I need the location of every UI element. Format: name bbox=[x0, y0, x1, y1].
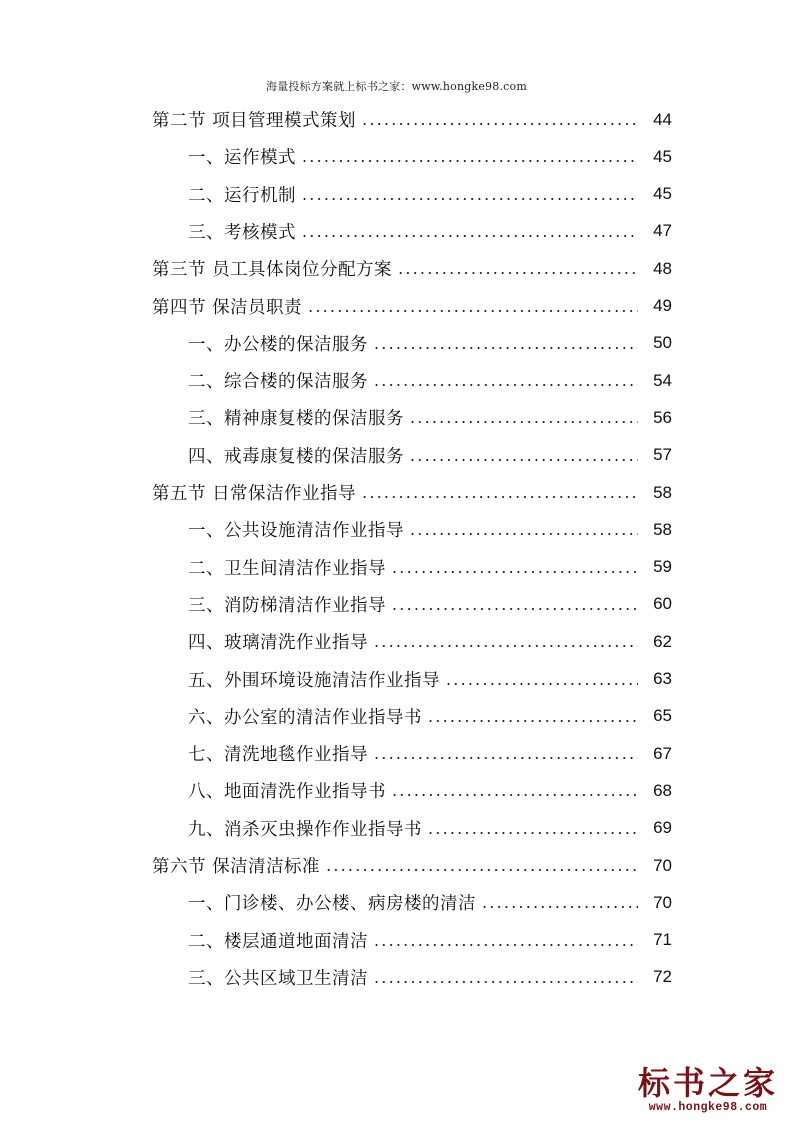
toc-subsection-entry[interactable] bbox=[188, 959, 672, 996]
toc-subsection-entry[interactable] bbox=[188, 810, 672, 847]
toc-entry-title: 三、消防梯清洁作业指导 bbox=[188, 595, 386, 616]
toc-page-number: 62 bbox=[653, 631, 672, 651]
toc-entry-title: 六、办公室的清洁作业指导书 bbox=[188, 707, 422, 728]
toc-subsection-entry[interactable] bbox=[188, 549, 672, 586]
brand-logo bbox=[633, 1065, 783, 1114]
toc-dot-leader bbox=[374, 968, 638, 987]
toc-entry-title: 一、门诊楼、办公楼、病房楼的清洁 bbox=[188, 894, 476, 915]
toc-entry-title: 二、楼层通道地面清洁 bbox=[188, 931, 368, 952]
toc-page-number: 67 bbox=[653, 743, 672, 763]
toc-page-number: 68 bbox=[653, 780, 672, 800]
toc-entry-title: 一、公共设施清洁作业指导 bbox=[188, 521, 404, 542]
toc-entry-title: 四、戒毒康复楼的保洁服务 bbox=[188, 446, 404, 467]
toc-subsection-entry[interactable] bbox=[188, 586, 672, 623]
toc-dot-leader bbox=[302, 147, 638, 166]
toc-page-number: 63 bbox=[653, 669, 672, 688]
toc-dot-leader bbox=[374, 744, 638, 763]
toc-subsection-entry[interactable] bbox=[188, 399, 672, 436]
toc-page-number: 70 bbox=[653, 892, 672, 912]
toc-subsection-entry[interactable] bbox=[188, 772, 672, 809]
toc-entry-title: 四、玻璃清洗作业指导 bbox=[188, 633, 368, 654]
logo-text: 标书之家 bbox=[637, 1064, 778, 1102]
toc-page-number: 60 bbox=[653, 594, 672, 614]
toc-dot-leader bbox=[302, 185, 638, 204]
toc-entry-title: 第六节 保洁清洁标准 bbox=[152, 857, 321, 877]
toc-entry-title: 第四节 保洁员职责 bbox=[152, 297, 303, 318]
toc-entry-title: 八、地面清洗作业指导书 bbox=[188, 782, 386, 803]
toc-dot-leader bbox=[374, 931, 638, 950]
toc-dot-leader bbox=[482, 893, 638, 912]
toc-page-number: 59 bbox=[653, 557, 672, 577]
toc-page-number: 49 bbox=[653, 296, 672, 315]
toc-entry-title: 一、运作模式 bbox=[188, 148, 296, 169]
toc-dot-leader bbox=[308, 297, 638, 316]
toc-subsection-entry[interactable] bbox=[188, 623, 672, 660]
toc-section-entry[interactable] bbox=[152, 101, 672, 138]
toc-subsection-entry[interactable] bbox=[188, 138, 672, 175]
toc-entry-title: 第五节 日常保洁作业指导 bbox=[152, 484, 357, 504]
toc-page-number: 45 bbox=[653, 146, 672, 166]
toc-page-number: 65 bbox=[653, 706, 672, 726]
toc-page-number: 56 bbox=[653, 407, 672, 427]
toc-dot-leader bbox=[446, 670, 638, 689]
toc-subsection-entry[interactable] bbox=[188, 884, 672, 921]
toc-section-entry[interactable] bbox=[152, 847, 672, 884]
toc-dot-leader bbox=[326, 856, 638, 875]
toc-dot-leader bbox=[392, 595, 638, 614]
toc-dot-leader bbox=[428, 707, 638, 726]
toc-page-number: 69 bbox=[653, 818, 672, 838]
toc-page-number: 45 bbox=[653, 184, 672, 204]
toc-subsection-entry[interactable] bbox=[188, 735, 672, 772]
toc-subsection-entry[interactable] bbox=[188, 437, 672, 474]
toc-section-entry[interactable] bbox=[152, 250, 672, 287]
toc-dot-leader bbox=[362, 110, 638, 129]
toc-page-number: 70 bbox=[653, 855, 672, 875]
toc-page-number: 48 bbox=[653, 258, 672, 278]
toc-dot-leader bbox=[410, 446, 638, 465]
toc-section-entry[interactable] bbox=[152, 474, 672, 511]
toc-section-entry[interactable] bbox=[152, 288, 672, 325]
toc-dot-leader bbox=[428, 819, 638, 838]
logo-url: www.hongke98.com bbox=[648, 1101, 768, 1114]
toc-page-number: 50 bbox=[653, 333, 672, 353]
toc-dot-leader bbox=[302, 222, 638, 241]
toc-dot-leader bbox=[374, 632, 638, 651]
toc-entry-title: 三、考核模式 bbox=[188, 222, 296, 243]
toc-page-number: 58 bbox=[653, 519, 672, 539]
toc-dot-leader bbox=[374, 334, 638, 353]
toc-entry-title: 三、公共区域卫生清洁 bbox=[188, 968, 368, 989]
toc-dot-leader bbox=[374, 371, 638, 390]
toc-dot-leader bbox=[398, 259, 638, 278]
toc-dot-leader bbox=[410, 520, 638, 539]
toc-dot-leader bbox=[362, 483, 638, 502]
toc-entry-title: 第三节 员工具体岗位分配方案 bbox=[152, 260, 393, 281]
toc-subsection-entry[interactable] bbox=[188, 922, 672, 959]
toc-entry-title: 二、卫生间清洁作业指导 bbox=[188, 558, 386, 579]
toc-entry-title: 二、运行机制 bbox=[188, 185, 296, 206]
toc-subsection-entry[interactable] bbox=[188, 661, 672, 698]
toc-entry-title: 二、综合楼的保洁服务 bbox=[188, 372, 368, 393]
toc-subsection-entry[interactable] bbox=[188, 213, 672, 250]
toc-entry-title: 第二节 项目管理模式策划 bbox=[152, 111, 357, 131]
page-header: 海量投标方案就上标书之家：www.hongke98.com bbox=[266, 80, 527, 93]
toc-entry-title: 七、清洗地毯作业指导 bbox=[188, 745, 368, 766]
toc-subsection-entry[interactable] bbox=[188, 698, 672, 735]
toc-page-number: 54 bbox=[653, 370, 672, 390]
toc-entry-title: 五、外围环境设施清洁作业指导 bbox=[188, 670, 440, 691]
toc-subsection-entry[interactable] bbox=[188, 325, 672, 362]
toc-page-number: 71 bbox=[653, 930, 672, 950]
toc-page-number: 44 bbox=[653, 109, 672, 129]
toc-entry-title: 一、办公楼的保洁服务 bbox=[188, 334, 368, 355]
toc-page-number: 58 bbox=[653, 482, 672, 502]
toc-page-number: 47 bbox=[653, 221, 672, 241]
toc-page-number: 57 bbox=[653, 445, 672, 465]
toc-subsection-entry[interactable] bbox=[188, 362, 672, 399]
toc-page-number: 72 bbox=[653, 967, 672, 987]
toc-dot-leader bbox=[410, 408, 638, 427]
toc-dot-leader bbox=[392, 781, 638, 800]
toc-subsection-entry[interactable] bbox=[188, 511, 672, 548]
toc-subsection-entry[interactable] bbox=[188, 176, 672, 213]
toc-entry-title: 九、消杀灭虫操作作业指导书 bbox=[188, 819, 422, 840]
toc-entry-title: 三、精神康复楼的保洁服务 bbox=[188, 409, 404, 430]
toc-dot-leader bbox=[392, 558, 638, 577]
